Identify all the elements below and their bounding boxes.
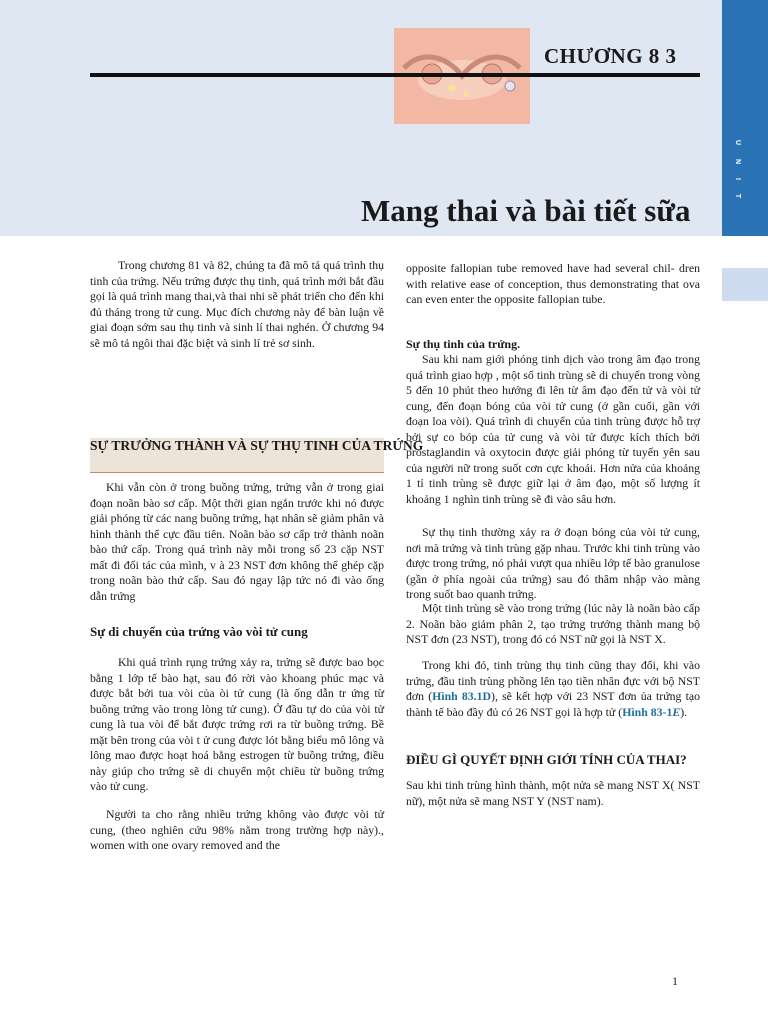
- unit-side-bar: [722, 0, 768, 236]
- subheading-ovum-transport: Sự di chuyển của trứng vào vòi tử cung: [90, 624, 308, 639]
- unit-side-label: U N I T: [734, 140, 741, 205]
- page-title: Mang thai và bài tiết sữa: [361, 193, 691, 228]
- maturation-paragraph: Khi vẫn còn ở trong buồng trứng, trứng vẫn ở trong giai đoạn noãn bào sơ cấp. Một thời gian ngắn trước khi nó được giải phóng từ các nang buồng trứng, hạt nhân sẽ giảm phân và hình thành thể cực đầu tiên. Noãn bào sơ cấp trở thành noãn bào thứ cấp. Trong quá trình này mỗi trong số 23 cặp NST mất đi đối tác của mình, v à 23 NST đơn không thể ghép cặp trong noãn bào thứ cấp. Sau đó ngay lập tức nó đi vào ống dẫn trứng: [90, 480, 384, 603]
- section-heading-maturation: SỰ TRƯỞNG THÀNH VÀ SỰ THỤ TINH CỦA TRỨNG: [90, 438, 424, 453]
- zygote-text-b: ), sẽ kết hợp với 23 NST đơn ủa trứng tạo thành tế bào đầy đủ có 26 NST gọi là hợp tử (: [406, 689, 700, 719]
- fertilization-site-paragraph: Sự thụ tinh thường xảy ra ở đoạn bóng của vòi tử cung, nơi mà trứng và tinh trùng gặp nhau. Trước khi tinh trùng vào được trong trứng, nó phải vượt qua nhiều lớp tế bào granulose (gần ở phía ngoài của trứng) sau đó thâm nhập vào màng trong suốt bao quanh trứng.: [406, 525, 700, 601]
- figure-link-83-1e-letter: E: [672, 704, 681, 719]
- figure-link-83-1d[interactable]: Hình 83.1D: [432, 689, 492, 703]
- oocyte-meiosis-paragraph: Một tinh trùng sẽ vào trong trứng (lúc này là noãn bào cấp 2. Noãn bào giảm phân 2, tạo trứng trưởng thành mang bộ NST đơn (23 NST), trong đó có NST nữ gọi là NST X.: [406, 601, 700, 646]
- zygote-paragraph: [406, 658, 700, 720]
- ovum-transport-paragraph: Khi quá trình rụng trứng xảy ra, trứng sẽ được bao bọc bằng 1 lớp tế bào hạt, sau đó rời vào khoang phúc mạc và được bắt bởi tua vòi của òi tử cung (là ống dẫn tr ứng từ buồng trứng vào trong lòng tử cung). Ở đầu tự do của vòi tử cung là tua vòi để bắt được trứng rơi ra từ buồng trứng. Bề mặt bên trong của vòi t ử cung được lót bằng biểu mô lông và lông mao được hoạt hoá bằng estrogen từ buồng trứng, điều này giúp cho trứng sẽ di chuyển một chiều từ buồng trứng vào tử cung.: [90, 655, 384, 793]
- intro-paragraph: Trong chương 81 và 82, chúng ta đã mô tả quá trình thụ tinh của trứng. Nếu trứng được thụ tinh, quá trình mới bắt đầu gọi là quá trình mang thai,và thai nhi sẽ phát triển cho đến khi đủ tháng trong tử cung. Mục đích chương này để bàn luận về giai đoạn sớm sau thụ tinh và sinh lí thai nghén. Ở chương 94 sẽ mô tả ngôi thai đặc biệt và sinh lí trẻ sơ sinh.: [90, 258, 384, 350]
- header-rule: [90, 73, 700, 77]
- side-tab: [722, 268, 768, 301]
- page-number: 1: [672, 974, 678, 988]
- sex-determination-paragraph: Sau khi tinh trùng hình thành, một nửa sẽ mang NST X( NST nữ), một nửa sẽ mang NST Y (NST nam).: [406, 778, 700, 808]
- zygote-text-c: ).: [680, 704, 688, 719]
- zygote-text-a: Trong khi đó, tinh trùng thụ tinh cũng thay đổi, khi vào trứng, đầu tinh trùng phồng lên tạo tiền nhân đực với bộ NST đơn (: [406, 658, 700, 703]
- figure-link-83-1e-label: Hình 83-1: [622, 704, 673, 719]
- section-heading-sex-determination: ĐIỀU GÌ QUYẾT ĐỊNH GIỚI TÍNH CỦA THAI?: [406, 752, 687, 767]
- subheading-fertilization: Sự thụ tinh của trứng.: [406, 337, 521, 351]
- chapter-number: CHƯƠNG 8 3: [544, 44, 677, 68]
- sperm-transport-paragraph: Sau khi nam giới phóng tinh dịch vào trong âm đạo trong quá trình giao hợp , một số tinh trùng sẽ di chuyển trong vòng 5 đến 10 phút theo hướng đi lên từ âm đạo đến tử và vòi tử cung, đến đoạn bóng của vòi tử cung (ở gần cuối, gần với đoạn loa vòi). Quá trình di chuyển của tinh trùng được hỗ trợ bởi sự co bóp của tử cung và vòi tử được kích thích bởi prostaglandin và oxytocin được giải phóng từ tuyến yên sau của người nữ trong suốt cơn cực khoái. Hơn nửa của khoảng 1 tỉ tinh trùng sẽ được giữ lại ở âm đạo, một số lượng ít khoảng 1 nghìn tinh trùng sẽ đi vào sâu hơn.: [406, 352, 700, 506]
- fallopian-continuation-paragraph: opposite fallopian tube removed have had several chil- dren with relative ease of conception, thus demonstrating that ova can even enter the opposite fallopian tube.: [406, 261, 700, 306]
- section-heading-box: [90, 438, 424, 473]
- figure-link-83-1e[interactable]: [622, 705, 680, 719]
- ovum-entry-paragraph: Người ta cho rằng nhiều trứng không vào được vòi tử cung, (theo nghiên cứu 98% nằm trong trường hợp này)., women with one ovary removed and the: [90, 807, 384, 852]
